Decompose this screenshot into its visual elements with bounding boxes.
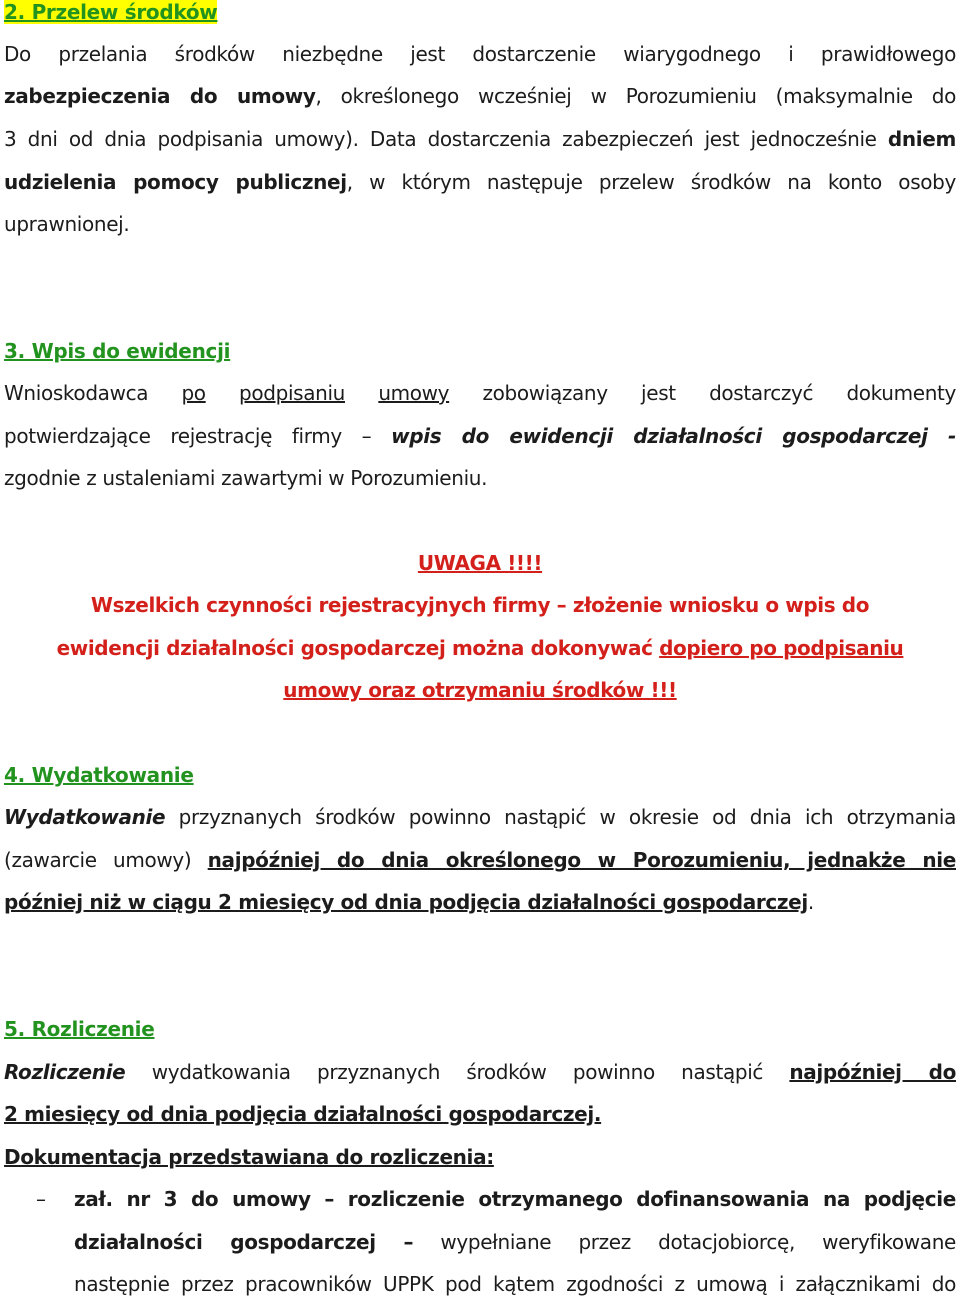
bullet-item-1-line-1: zał. nr 3 do umowy – rozliczenie otrzymanego dofinansowania na podjęcie [74,1187,956,1211]
section-2-line-1: Do przelania środków niezbędne jest dostarczenie wiarygodnego i prawidłowego [4,42,956,66]
section-2-line-2: zabezpieczenia do umowy, określonego wcześniej w Porozumieniu (maksymalnie do [4,84,956,108]
warning-line-1: Wszelkich czynności rejestracyjnych firmy – złożenie wniosku o wpis do [90,593,870,617]
section-4-heading: 4. Wydatkowanie [4,763,194,787]
bullet-item-1-line-2: działalności gospodarczej – wypełniane przez dotacjobiorcę, weryfikowane [74,1230,956,1254]
warning-title: UWAGA !!!! [417,551,543,575]
section-2-line-4: udzielenia pomocy publicznej, w którym następuje przelew środków na konto osoby [4,170,956,194]
section-3-heading: 3. Wpis do ewidencji [4,339,231,363]
section-4-line-2: (zawarcie umowy) najpóźniej do dnia określonego w Porozumieniu, jednakże nie [4,848,956,872]
section-3-line-2: potwierdzające rejestrację firmy – wpis do ewidencji działalności gospodarczej - [4,424,956,448]
warning-line-3: umowy oraz otrzymaniu środków !!! [283,678,677,702]
section-2-line-5: uprawnionej. [4,212,130,236]
section-5-line-1: Rozliczenie wydatkowania przyznanych środków powinno nastąpić najpóźniej do [4,1060,956,1084]
section-2-heading: 2. Przelew środków [4,0,218,24]
section-5-heading: 5. Rozliczenie [4,1017,155,1041]
bullet-dash: – [36,1187,46,1211]
section-5-line-2: 2 miesięcy od dnia podjęcia działalności gospodarczej. [4,1102,602,1126]
section-4-line-3: później niż w ciągu 2 miesięcy od dnia podjęcia działalności gospodarczej. [4,890,814,914]
section-3-line-3: zgodnie z ustaleniami zawartymi w Porozumieniu. [4,466,488,490]
warning-line-2: ewidencji działalności gospodarczej można dokonywać dopiero po podpisaniu [56,636,904,660]
bullet-item-1-line-3: następnie przez pracowników UPPK pod kątem zgodności z umową i załącznikami do [74,1272,956,1296]
section-5-line-3: Dokumentacja przedstawiana do rozliczenia: [4,1145,494,1169]
section-4-line-1: Wydatkowanie przyznanych środków powinno nastąpić w okresie od dnia ich otrzymania [4,805,956,829]
section-3-line-1: Wnioskodawca po podpisaniu umowy zobowiązany jest dostarczyć dokumenty [4,381,957,405]
section-2-line-3: 3 dni od dnia podpisania umowy). Data dostarczenia zabezpieczeń jest jednocześnie dniem [4,127,956,151]
